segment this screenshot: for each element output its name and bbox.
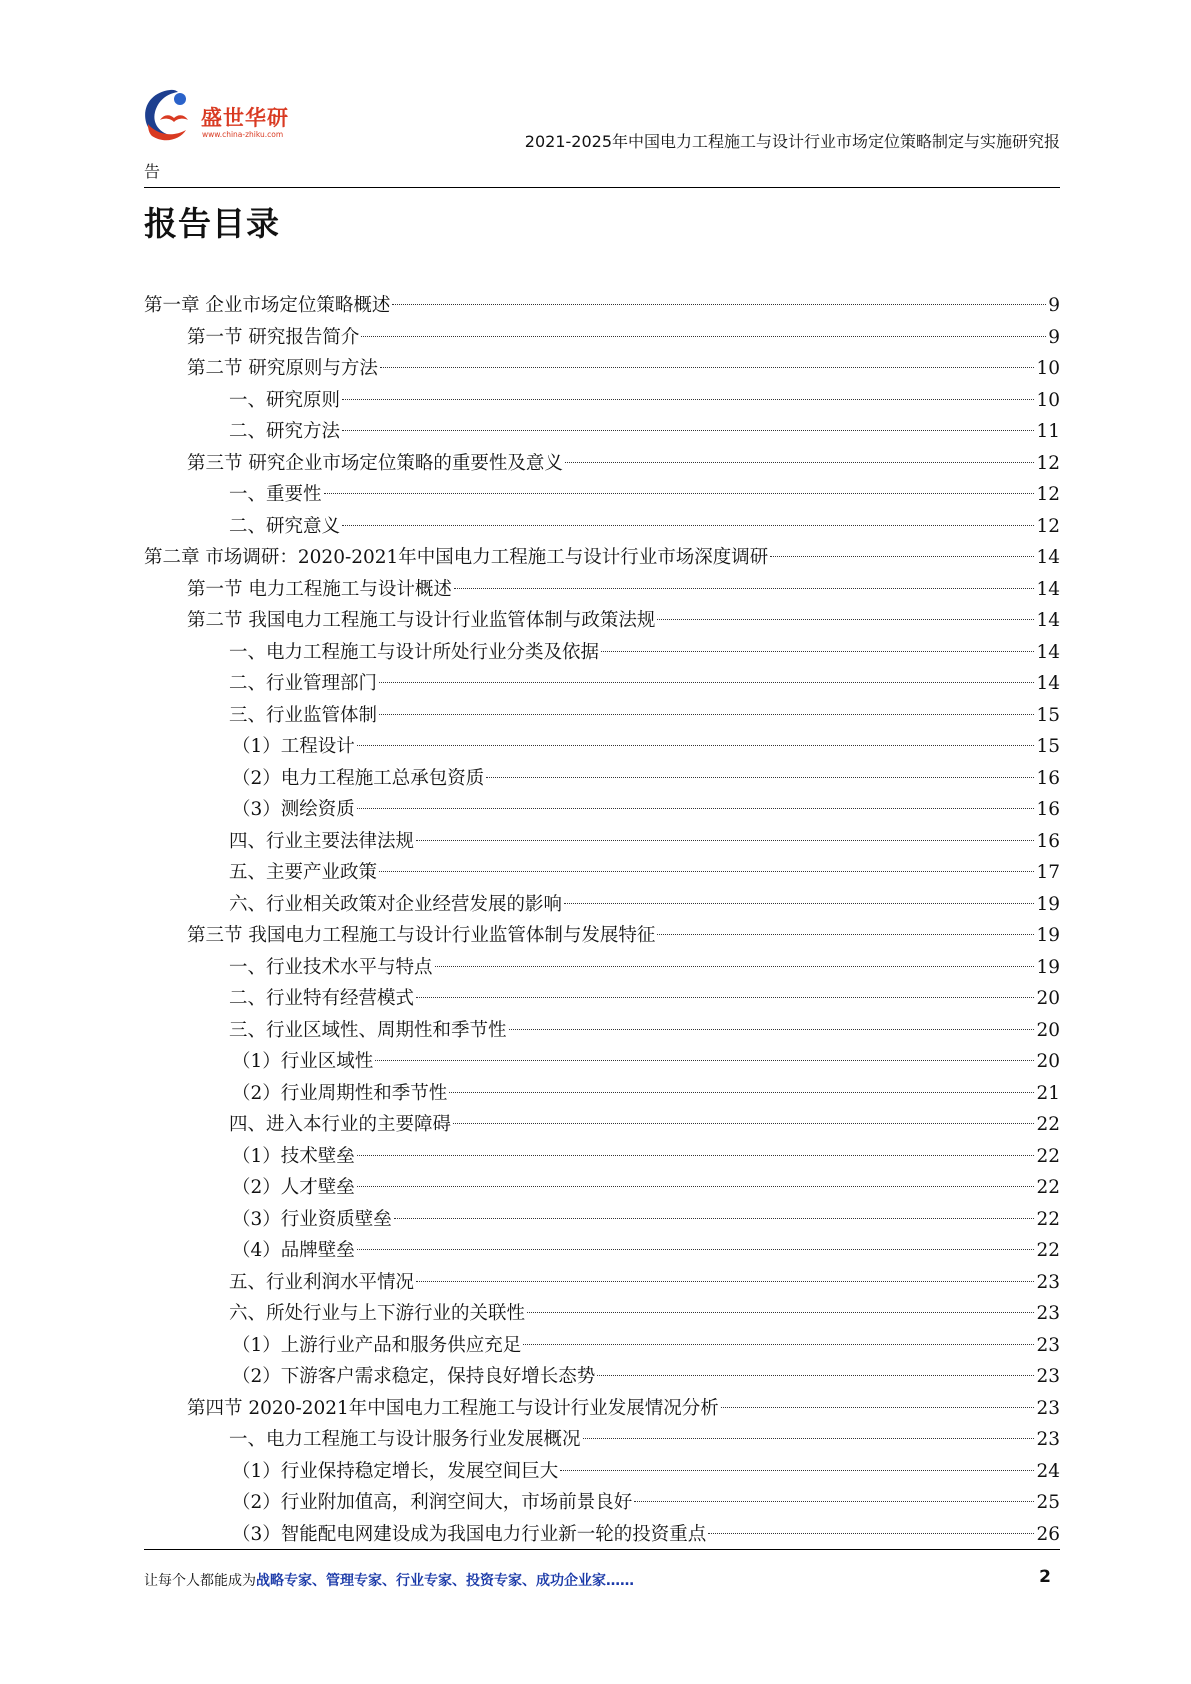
toc-entry-page: 21 — [1036, 1082, 1060, 1104]
toc-dot-leader — [379, 714, 1034, 715]
toc-entry-page: 19 — [1036, 925, 1060, 946]
footer-divider — [144, 1549, 1060, 1550]
toc-dot-leader — [357, 808, 1035, 809]
toc-entry[interactable] — [144, 322, 1060, 354]
toc-entry[interactable] — [144, 385, 1060, 417]
toc-entry-title: （1）上游行业产品和服务供应充足 — [232, 1334, 522, 1356]
toc-heading: 报告目录 — [144, 204, 280, 243]
toc-entry-title: （1）技术壁垒 — [232, 1145, 355, 1167]
toc-entry-title: 四、进入本行业的主要障碍 — [229, 1114, 452, 1135]
toc-entry[interactable] — [144, 1456, 1060, 1488]
toc-entry[interactable] — [144, 889, 1060, 921]
toc-entry-title: 四、行业主要法律法规 — [229, 830, 415, 852]
toc-entry-title: （1）行业保持稳定增长，发展空间巨大 — [232, 1460, 559, 1482]
toc-dot-leader — [324, 493, 1035, 494]
toc-entry-title: 一、重要性 — [229, 484, 322, 505]
toc-entry-title: 二、行业管理部门 — [229, 673, 378, 694]
toc-entry[interactable] — [144, 1015, 1060, 1047]
toc-entry-page: 23 — [1036, 1366, 1060, 1387]
toc-entry-page: 12 — [1036, 452, 1060, 474]
toc-entry-title: 三、行业监管体制 — [229, 704, 378, 726]
toc-entry-page: 20 — [1036, 988, 1060, 1009]
toc-entry-title: 三、行业区域性、周期性和季节性 — [229, 1019, 507, 1041]
toc-entry-title: 五、行业利润水平情况 — [229, 1271, 415, 1293]
toc-entry-title: （2）电力工程施工总承包资质 — [232, 767, 485, 789]
toc-dot-leader — [357, 1155, 1035, 1156]
toc-entry-title: 一、研究原则 — [229, 389, 341, 411]
toc-dot-leader — [486, 777, 1034, 778]
footer-slogan-prefix: 让每个人都能成为 — [144, 1573, 256, 1589]
footer-slogan — [144, 1570, 634, 1590]
toc-dot-leader — [657, 619, 1034, 620]
toc-entry[interactable] — [144, 574, 1060, 606]
toc-entry-page: 26 — [1036, 1523, 1060, 1545]
toc-dot-leader — [721, 1407, 1035, 1408]
toc-entry-title: 第一节 电力工程施工与设计概述 — [187, 578, 452, 600]
toc-entry[interactable] — [144, 1109, 1060, 1141]
toc-dot-leader — [379, 682, 1034, 683]
toc-entry-title: （3）行业资质壁垒 — [232, 1208, 392, 1230]
toc-entry-title: 第二章 市场调研：2020-2021年中国电力工程施工与设计行业市场深度调研 — [144, 547, 769, 568]
toc-dot-leader — [379, 871, 1034, 872]
toc-entry-title: （2）人才壁垒 — [232, 1177, 355, 1198]
toc-entry-page: 11 — [1036, 421, 1060, 442]
toc-entry[interactable] — [144, 1141, 1060, 1173]
toc-dot-leader — [361, 336, 1046, 337]
toc-entry-title: 六、所处行业与上下游行业的关联性 — [229, 1303, 526, 1324]
toc-dot-leader — [770, 556, 1034, 557]
toc-entry-page: 16 — [1036, 830, 1060, 852]
toc-dot-leader — [357, 745, 1035, 746]
toc-dot-leader — [454, 588, 1035, 589]
toc-entry-title: 二、行业特有经营模式 — [229, 988, 415, 1009]
logo-swoosh-icon — [140, 84, 202, 146]
toc-entry-title: 第一章 企业市场定位策略概述 — [144, 295, 391, 316]
toc-entry-title: （2）下游客户需求稳定，保持良好增长态势 — [232, 1366, 596, 1387]
toc-entry-page: 22 — [1036, 1240, 1060, 1261]
toc-entry[interactable] — [144, 1298, 1060, 1330]
toc-entry[interactable] — [144, 920, 1060, 952]
toc-entry-title: 第二节 我国电力工程施工与设计行业监管体制与政策法规 — [187, 610, 656, 631]
toc-dot-leader — [601, 651, 1034, 652]
toc-entry-page: 22 — [1036, 1177, 1060, 1198]
toc-dot-leader — [560, 1470, 1034, 1471]
toc-entry-title: 第三节 研究企业市场定位策略的重要性及意义 — [187, 452, 563, 474]
toc-dot-leader — [375, 1060, 1034, 1061]
toc-entry-title: 第三节 我国电力工程施工与设计行业监管体制与发展特征 — [187, 925, 656, 946]
toc-entry[interactable] — [144, 605, 1060, 637]
toc-entry[interactable] — [144, 511, 1060, 543]
toc-entry[interactable] — [144, 1046, 1060, 1078]
toc-entry[interactable] — [144, 1393, 1060, 1425]
toc-entry[interactable] — [144, 700, 1060, 732]
toc-entry[interactable] — [144, 1078, 1060, 1110]
toc-dot-leader — [416, 840, 1034, 841]
toc-entry-page: 15 — [1036, 736, 1060, 757]
toc-entry-title: 二、研究意义 — [229, 515, 341, 537]
toc-entry-page: 16 — [1036, 799, 1060, 820]
toc-entry[interactable] — [144, 983, 1060, 1015]
toc-entry-title: 第一节 研究报告简介 — [187, 326, 360, 348]
toc-entry[interactable] — [144, 794, 1060, 826]
toc-dot-leader — [394, 1218, 1035, 1219]
toc-entry[interactable] — [144, 448, 1060, 480]
toc-entry-title: （3）测绘资质 — [232, 799, 355, 820]
toc-entry[interactable] — [144, 857, 1060, 889]
toc-entry[interactable] — [144, 1267, 1060, 1299]
toc-entry-page: 10 — [1036, 389, 1060, 411]
toc-entry-page: 23 — [1036, 1397, 1060, 1419]
toc-dot-leader — [435, 966, 1035, 967]
toc-entry-page: 23 — [1036, 1429, 1060, 1450]
toc-entry-page: 19 — [1036, 956, 1060, 978]
toc-entry-page: 14 — [1036, 610, 1060, 631]
toc-entry[interactable] — [144, 668, 1060, 700]
toc-entry[interactable] — [144, 353, 1060, 385]
toc-entry-title: 六、行业相关政策对企业经营发展的影响 — [229, 893, 563, 915]
toc-dot-leader — [657, 934, 1034, 935]
toc-entry-page: 9 — [1048, 295, 1060, 316]
toc-entry-page: 14 — [1036, 641, 1060, 663]
footer-slogan-highlight: 战略专家、管理专家、行业专家、投资专家、成功企业家…… — [256, 1573, 634, 1589]
toc-dot-leader — [342, 430, 1034, 431]
toc-dot-leader — [565, 462, 1035, 463]
toc-entry[interactable] — [144, 1172, 1060, 1204]
toc-dot-leader — [449, 1092, 1034, 1093]
page-number: 2 — [1039, 1567, 1051, 1587]
toc-entry-page: 20 — [1036, 1051, 1060, 1072]
toc-entry[interactable] — [144, 1235, 1060, 1267]
toc-entry[interactable] — [144, 1519, 1060, 1551]
toc-entry[interactable] — [144, 1361, 1060, 1393]
document-title-continued: 告 — [144, 162, 161, 181]
toc-entry[interactable] — [144, 479, 1060, 511]
toc-entry-page: 12 — [1036, 484, 1060, 505]
toc-entry-page: 14 — [1036, 547, 1060, 568]
company-logo — [140, 80, 320, 150]
toc-dot-leader — [453, 1123, 1034, 1124]
toc-entry-title: 一、电力工程施工与设计所处行业分类及依据 — [229, 641, 600, 663]
toc-entry-title: （2）行业附加值高，利润空间大，市场前景良好 — [232, 1492, 633, 1513]
logo-name: 盛世华研 — [201, 106, 289, 130]
toc-entry[interactable] — [144, 1204, 1060, 1236]
toc-dot-leader — [597, 1375, 1034, 1376]
toc-entry-title: （4）品牌壁垒 — [232, 1240, 355, 1261]
toc-entry-title: （1）行业区域性 — [232, 1051, 374, 1072]
toc-entry-page: 24 — [1036, 1460, 1060, 1482]
toc-dot-leader — [527, 1312, 1034, 1313]
toc-entry-page: 15 — [1036, 704, 1060, 726]
toc-entry[interactable] — [144, 416, 1060, 448]
toc-entry-page: 10 — [1036, 358, 1060, 379]
toc-entry-page: 16 — [1036, 767, 1060, 789]
toc-dot-leader — [380, 367, 1035, 368]
toc-entry-page: 17 — [1036, 862, 1060, 883]
header-divider — [144, 187, 1060, 188]
toc-entry-title: 一、电力工程施工与设计服务行业发展概况 — [229, 1429, 581, 1450]
table-of-contents — [144, 290, 1060, 1550]
toc-entry-page: 9 — [1048, 326, 1060, 348]
toc-dot-leader — [509, 1029, 1035, 1030]
toc-entry[interactable] — [144, 637, 1060, 669]
toc-entry-page: 23 — [1036, 1303, 1060, 1324]
toc-entry-title: 一、行业技术水平与特点 — [229, 956, 433, 978]
toc-dot-leader — [708, 1533, 1034, 1534]
toc-dot-leader — [634, 1501, 1034, 1502]
toc-dot-leader — [523, 1344, 1034, 1345]
toc-entry-page: 22 — [1036, 1208, 1060, 1230]
toc-entry-title: （3）智能配电网建设成为我国电力行业新一轮的投资重点 — [232, 1523, 707, 1545]
toc-entry-title: （2）行业周期性和季节性 — [232, 1082, 448, 1104]
toc-entry-page: 23 — [1036, 1271, 1060, 1293]
toc-entry-page: 14 — [1036, 673, 1060, 694]
toc-dot-leader — [357, 1186, 1035, 1187]
toc-entry[interactable] — [144, 1330, 1060, 1362]
toc-entry-title: （1）工程设计 — [232, 736, 355, 757]
toc-dot-leader — [342, 525, 1034, 526]
toc-entry[interactable] — [144, 1487, 1060, 1519]
toc-entry-page: 14 — [1036, 578, 1060, 600]
toc-entry-page: 12 — [1036, 515, 1060, 537]
toc-entry-page: 20 — [1036, 1019, 1060, 1041]
toc-dot-leader — [416, 1281, 1034, 1282]
logo-url: www.china-zhiku.com — [202, 130, 284, 139]
toc-entry-title: 五、主要产业政策 — [229, 862, 378, 883]
toc-entry[interactable] — [144, 826, 1060, 858]
toc-entry-title: 第二节 研究原则与方法 — [187, 358, 378, 379]
toc-entry-page: 19 — [1036, 893, 1060, 915]
toc-entry-page: 22 — [1036, 1114, 1060, 1135]
toc-entry[interactable] — [144, 1424, 1060, 1456]
document-title: 2021-2025年中国电力工程施工与设计行业市场定位策略制定与实施研究报 — [524, 132, 1060, 151]
toc-entry[interactable] — [144, 763, 1060, 795]
toc-dot-leader — [392, 304, 1046, 305]
toc-entry-title: 第四节 2020-2021年中国电力工程施工与设计行业发展情况分析 — [187, 1397, 719, 1419]
toc-dot-leader — [583, 1438, 1035, 1439]
toc-entry-page: 23 — [1036, 1334, 1060, 1356]
toc-entry[interactable] — [144, 542, 1060, 574]
toc-dot-leader — [416, 997, 1034, 998]
toc-entry[interactable] — [144, 731, 1060, 763]
toc-dot-leader — [342, 399, 1034, 400]
toc-dot-leader — [357, 1249, 1035, 1250]
toc-entry-page: 22 — [1036, 1145, 1060, 1167]
toc-entry-title: 二、研究方法 — [229, 421, 341, 442]
toc-entry[interactable] — [144, 952, 1060, 984]
toc-dot-leader — [564, 903, 1034, 904]
toc-entry[interactable] — [144, 290, 1060, 322]
toc-entry-page: 25 — [1036, 1492, 1060, 1513]
